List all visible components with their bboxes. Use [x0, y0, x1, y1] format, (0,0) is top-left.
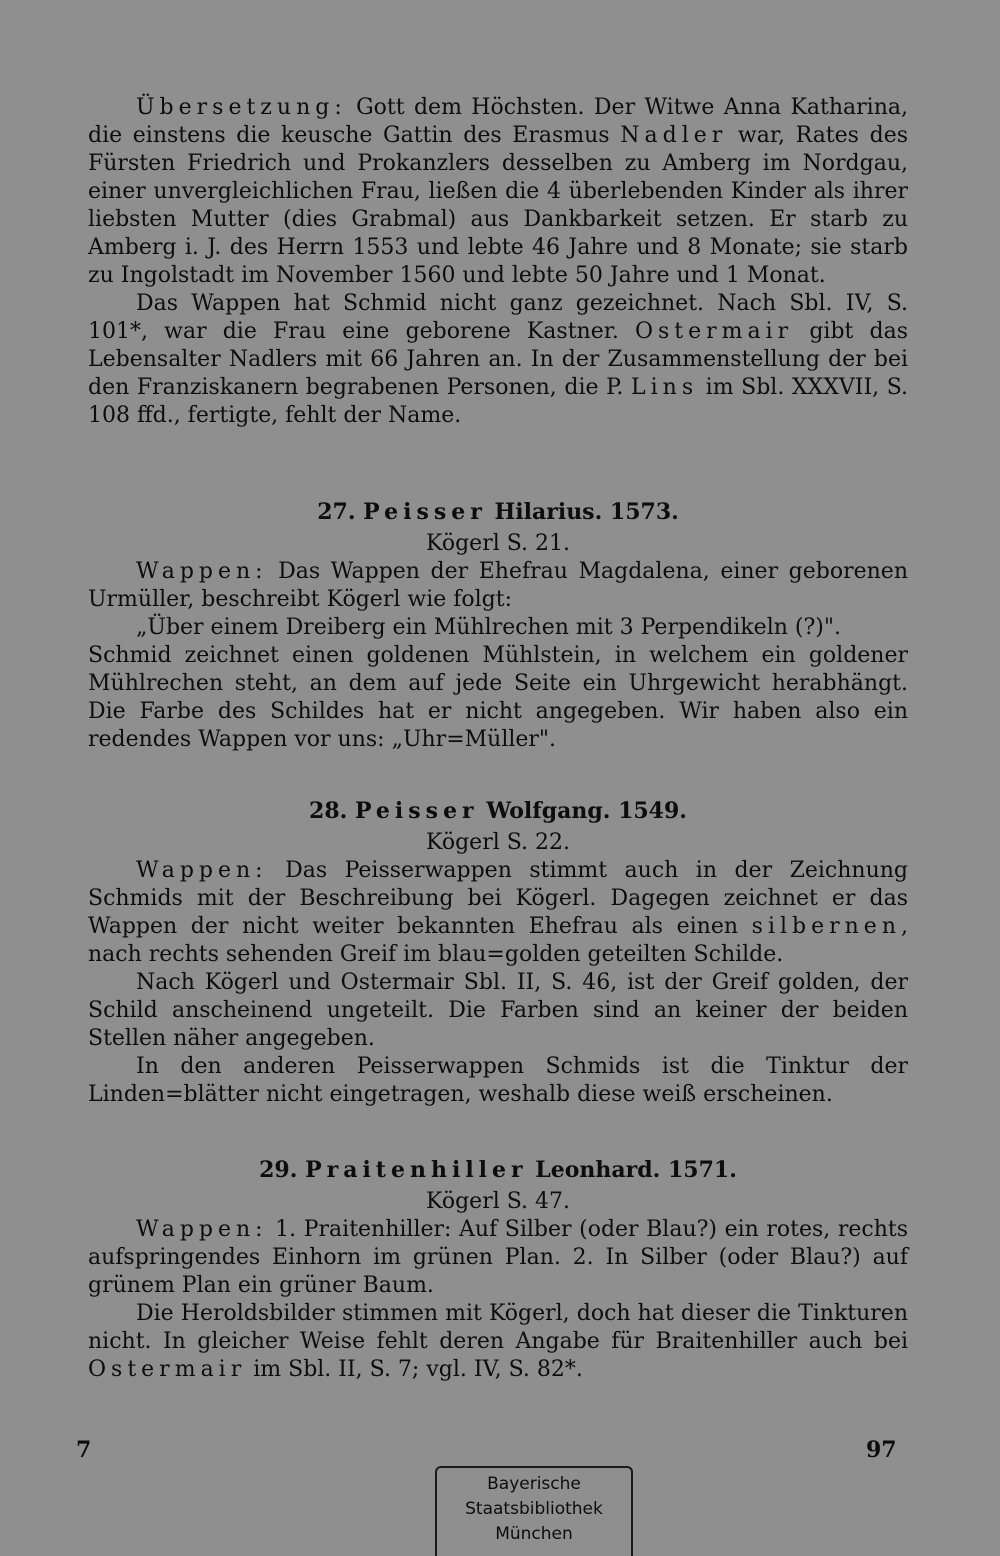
- entry-28-source: Kögerl S. 22.: [426, 830, 570, 855]
- entry-28-silbernen: silbernen: [751, 914, 901, 939]
- commentary-part2: gibt das Lebensalter Nadlers mit 66 Jahren an. In der Zusammenstellung der bei den Franziskanern begrabenen Personen, die P.: [88, 319, 908, 400]
- name-ostermair: Ostermair: [634, 319, 794, 344]
- translation-text: Gott dem Höchsten. Der Witwe Anna Katharina, die einstens die keusche Gattin des Erasmus: [88, 95, 908, 148]
- entry-29-number: 29.: [259, 1157, 298, 1183]
- entry-29-wappen-label: Wappen:: [136, 1217, 268, 1242]
- entry-29-given: Leonhard.: [527, 1157, 661, 1183]
- entry-27-wappen-label: Wappen:: [136, 559, 268, 584]
- entry-29-p2a: Die Heroldsbilder stimmen mit Kögerl, doch hat dieser die Tinkturen nicht. In gleicher Weise fehlt deren Angabe für Braitenhiller auch bei: [88, 1301, 908, 1354]
- stamp-line-2: Staatsbibliothek: [465, 1499, 603, 1519]
- entry-27-given: Hilarius.: [486, 499, 603, 525]
- entry-29-p2b: im Sbl. II, S. 7; vgl. IV, S. 82*.: [246, 1357, 583, 1382]
- translation-paragraph: [88, 94, 908, 290]
- entry-28: [88, 797, 908, 1109]
- entry-27-wappen: [88, 558, 908, 614]
- entry-28-heading: [88, 797, 908, 825]
- entry-28-p2: Nach Kögerl und Ostermair Sbl. II, S. 46, ist der Greif golden, der Schild anscheinend ungeteilt. Die Farben sind an keiner der beiden Stellen näher angegeben.: [88, 970, 908, 1051]
- entry-27-year: 1573.: [602, 499, 679, 525]
- entry-29-year: 1571.: [660, 1157, 737, 1183]
- name-lins: Lins: [631, 375, 699, 400]
- entry-28-year: 1549.: [610, 798, 687, 824]
- entry-29-ostermair: Ostermair: [88, 1357, 247, 1382]
- entry-28-surname: Peisser: [354, 798, 479, 824]
- entry-27-number: 27.: [317, 499, 356, 525]
- translation-section: [88, 94, 908, 430]
- entry-29-wappen: [88, 1216, 908, 1300]
- stamp-line-1: Bayerische: [487, 1474, 581, 1494]
- entry-27-heading: [88, 498, 908, 526]
- entry-28-p1a: Das Peisserwappen stimmt auch in der Zeichnung Schmids mit der Beschreibung bei Kögerl. Dagegen zeichnet er das Wappen der nicht weiter bekannten Ehefrau als einen: [88, 858, 908, 939]
- entry-27-quote: „Über einem Dreiberg ein Mühlrechen mit 3 Perpendikeln (?)".: [136, 615, 841, 640]
- entry-28-wappen: [88, 857, 908, 969]
- entry-29-p2: [88, 1300, 908, 1384]
- translation-text-2: war, Rates des Fürsten Friedrich und Prokanzlers desselben zu Amberg im Nordgau, einer unvergleichlichen Frau, ließen die 4 überlebenden Kinder als ihrer liebsten Mutter (dies Grabmal) aus Dankbarkeit setzen. Er starb zu Amberg i. J. des Herrn 1553 und lebte 46 Jahre und 8 Monate; sie starb zu Ingolstadt im November 1560 und lebte 50 Jahre und 1 Monat.: [88, 123, 908, 288]
- commentary-paragraph: [88, 290, 908, 430]
- entry-29-p1: 1. Praitenhiller: Auf Silber (oder Blau?) ein rotes, rechts aufspringendes Einhorn im grünen Plan. 2. In Silber (oder Blau?) auf grünem Plan ein grüner Baum.: [88, 1217, 908, 1298]
- entry-27-p2: Schmid zeichnet einen goldenen Mühlstein, in welchem ein goldener Mühlrechen steht, an dem auf jede Seite ein Uhrgewicht herabhängt. Die Farbe des Schildes hat er nicht angegeben. Wir haben also ein redendes Wappen vor uns: „Uhr=Müller".: [88, 643, 908, 752]
- library-stamp: [435, 1466, 633, 1556]
- entry-27: [88, 498, 908, 754]
- entry-28-given: Wolfgang.: [478, 798, 611, 824]
- entry-28-p3: In den anderen Peisserwappen Schmids ist die Tinktur der Linden=blätter nicht eingetragen, weshalb diese weiß erscheinen.: [88, 1054, 908, 1107]
- entry-28-number: 28.: [309, 798, 348, 824]
- entry-28-p1b: , nach rechts sehenden Greif im blau=golden geteilten Schilde.: [88, 914, 908, 967]
- commentary-part1: Das Wappen hat Schmid nicht ganz gezeichnet. Nach Sbl. IV, S. 101*, war die Frau eine geborene Kastner.: [88, 291, 908, 344]
- commentary-part3: im Sbl. XXXVII, S. 108 ffd., fertigte, fehlt der Name.: [88, 375, 908, 428]
- stamp-line-3: München: [495, 1524, 573, 1544]
- entry-29-heading: [88, 1156, 908, 1184]
- entry-29-source: Kögerl S. 47.: [426, 1189, 570, 1214]
- signature-mark: 7: [76, 1437, 92, 1463]
- entry-27-source: Kögerl S. 21.: [426, 531, 570, 556]
- entry-29: [88, 1156, 908, 1384]
- entry-27-p1: Das Wappen der Ehefrau Magdalena, einer geborenen Urmüller, beschreibt Kögerl wie folgt:: [88, 559, 908, 612]
- entry-27-surname: Peisser: [363, 499, 487, 525]
- entry-29-surname: Praitenhiller: [305, 1157, 528, 1183]
- translation-label: Übersetzung:: [136, 95, 347, 120]
- name-nadler: Nadler: [620, 123, 728, 148]
- page-number: 97: [866, 1437, 897, 1463]
- entry-28-wappen-label: Wappen:: [136, 858, 268, 883]
